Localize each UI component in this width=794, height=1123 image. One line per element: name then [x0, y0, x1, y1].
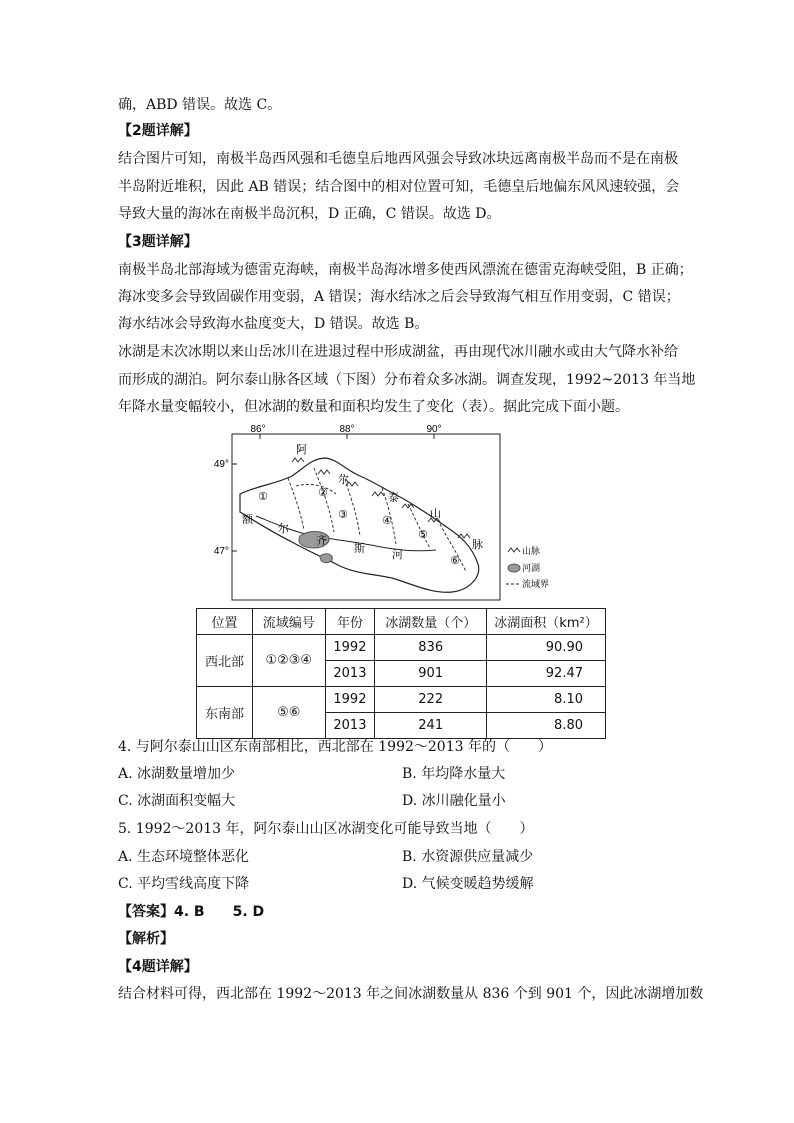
lake: [320, 554, 332, 563]
table-header: 年份: [325, 609, 375, 635]
section-heading: 【3题详解】: [118, 234, 198, 250]
position-cell: 西北部: [197, 635, 253, 687]
basin-number: ⑥: [450, 555, 460, 567]
paragraph: 导致大量的海冰在南极半岛沉积，D 正确，C 错误。故选 D。: [118, 206, 501, 222]
legend-boundary: 流域界: [522, 579, 550, 589]
basin-cell: ⑤⑥: [253, 687, 326, 739]
map-legend: [506, 545, 549, 589]
lat-label: 47°: [213, 546, 229, 557]
area-cell: 92.47: [487, 661, 606, 687]
section-heading: 【2题详解】: [118, 123, 198, 139]
legend-mountain: 山脉: [522, 546, 541, 556]
place-char: 齐: [316, 535, 327, 547]
area-cell: 8.10: [487, 687, 606, 713]
basin-number: ③: [338, 509, 348, 521]
table-header: 冰湖数量（个）: [375, 609, 487, 635]
option-a: A. 冰湖数量增加少: [118, 766, 236, 782]
option-c: C. 平均雪线高度下降: [118, 876, 250, 892]
option-b: B. 水资源供应量减少: [402, 849, 534, 865]
option-b: B. 年均降水量大: [402, 766, 506, 782]
paragraph: 年降水量变幅较小，但冰湖的数量和面积均发生了变化（表）。据此完成下面小题。: [118, 399, 629, 415]
legend-lake: 河湖: [522, 563, 541, 573]
count-cell: 222: [375, 687, 487, 713]
option-d: D. 气候变暖趋势缓解: [402, 876, 534, 892]
option-a: A. 生态环境整体恶化: [118, 849, 250, 865]
option-c: C. 冰湖面积变幅大: [118, 793, 236, 809]
answer-line: 【答案】4. B 5. D: [118, 904, 265, 920]
section-heading: 【4题详解】: [118, 959, 198, 975]
lat-label: 49°: [213, 459, 229, 470]
lon-label: 86°: [250, 424, 266, 435]
place-char: 阿: [296, 444, 307, 456]
place-char: 尔: [338, 474, 349, 486]
place-char: 山: [430, 508, 441, 520]
place-char: 额: [242, 514, 253, 526]
paragraph: 冰湖是末次冰期以来山岳冰川在进退过程中形成湖盆，再由现代冰川融水或由大气降水补给: [118, 344, 678, 360]
place-char: 河: [392, 549, 403, 561]
place-char: 尔: [278, 523, 289, 535]
option-d: D. 冰川融化量小: [402, 793, 506, 809]
paragraph: 海水结冰会导致海水盐度变大，D 错误。故选 B。: [118, 316, 429, 332]
count-cell: 901: [375, 661, 487, 687]
paragraph: 确，ABD 错误。故选 C。: [118, 97, 282, 113]
table-header: 位置: [197, 609, 253, 635]
altai-map: [196, 424, 550, 612]
year-cell: 2013: [325, 661, 375, 687]
year-cell: 1992: [325, 687, 375, 713]
question-4: 4. 与阿尔泰山山区东南部相比，西北部在 1992～2013 年的（ ）: [118, 739, 552, 755]
place-char: 斯: [354, 543, 365, 555]
altai-map-figure: [196, 424, 550, 612]
analysis-heading: 【解析】: [118, 931, 174, 947]
basin-number: ⑤: [418, 529, 428, 541]
basin-number: ④: [382, 515, 392, 527]
basin-number: ①: [258, 491, 268, 503]
place-char: 泰: [388, 492, 399, 504]
lon-label: 88°: [339, 424, 355, 435]
lon-label: 90°: [426, 424, 442, 435]
place-char: 脉: [472, 539, 483, 551]
count-cell: 241: [375, 713, 487, 739]
table-row: [197, 635, 606, 661]
table-row: [197, 687, 606, 713]
table-header: 冰湖面积（km²）: [487, 609, 606, 635]
table-header-row: [197, 609, 606, 635]
paragraph: 结合材料可得，西北部在 1992～2013 年之间冰湖数量从 836 个到 901 个，因此冰湖增加数: [118, 986, 704, 1002]
area-cell: 90.90: [487, 635, 606, 661]
year-cell: 1992: [325, 635, 375, 661]
paragraph: 半岛附近堆积，因此 AB 错误；结合图中的相对位置可知，毛德皇后地偏东风风速较强，会: [118, 179, 680, 195]
table-header: 流域编号: [253, 609, 326, 635]
basin-number: ②: [318, 487, 328, 499]
count-cell: 836: [375, 635, 487, 661]
year-cell: 2013: [325, 713, 375, 739]
paragraph: 南极半岛北部海域为德雷克海峡，南极半岛海冰增多使西风漂流在德雷克海峡受阻，B 正确；: [118, 262, 693, 278]
paragraph: 海冰变多会导致固碳作用变弱，A 错误；海水结冰之后会导致海气相互作用变弱，C 错误；: [118, 289, 680, 305]
question-5: 5. 1992～2013 年，阿尔泰山山区冰湖变化可能导致当地（ ）: [118, 821, 534, 837]
basin-cell: ①②③④: [253, 635, 326, 687]
glacial-lake-table: [196, 608, 606, 739]
paragraph: 而形成的湖泊。阿尔泰山脉各区域（下图）分布着众多冰湖。调查发现，1992~2013 年当地: [118, 372, 696, 388]
position-cell: 东南部: [197, 687, 253, 739]
area-cell: 8.80: [487, 713, 606, 739]
paragraph: 结合图片可知，南极半岛西风强和毛德皇后地西风强会导致冰块远离南极半岛而不是在南极: [118, 151, 678, 167]
